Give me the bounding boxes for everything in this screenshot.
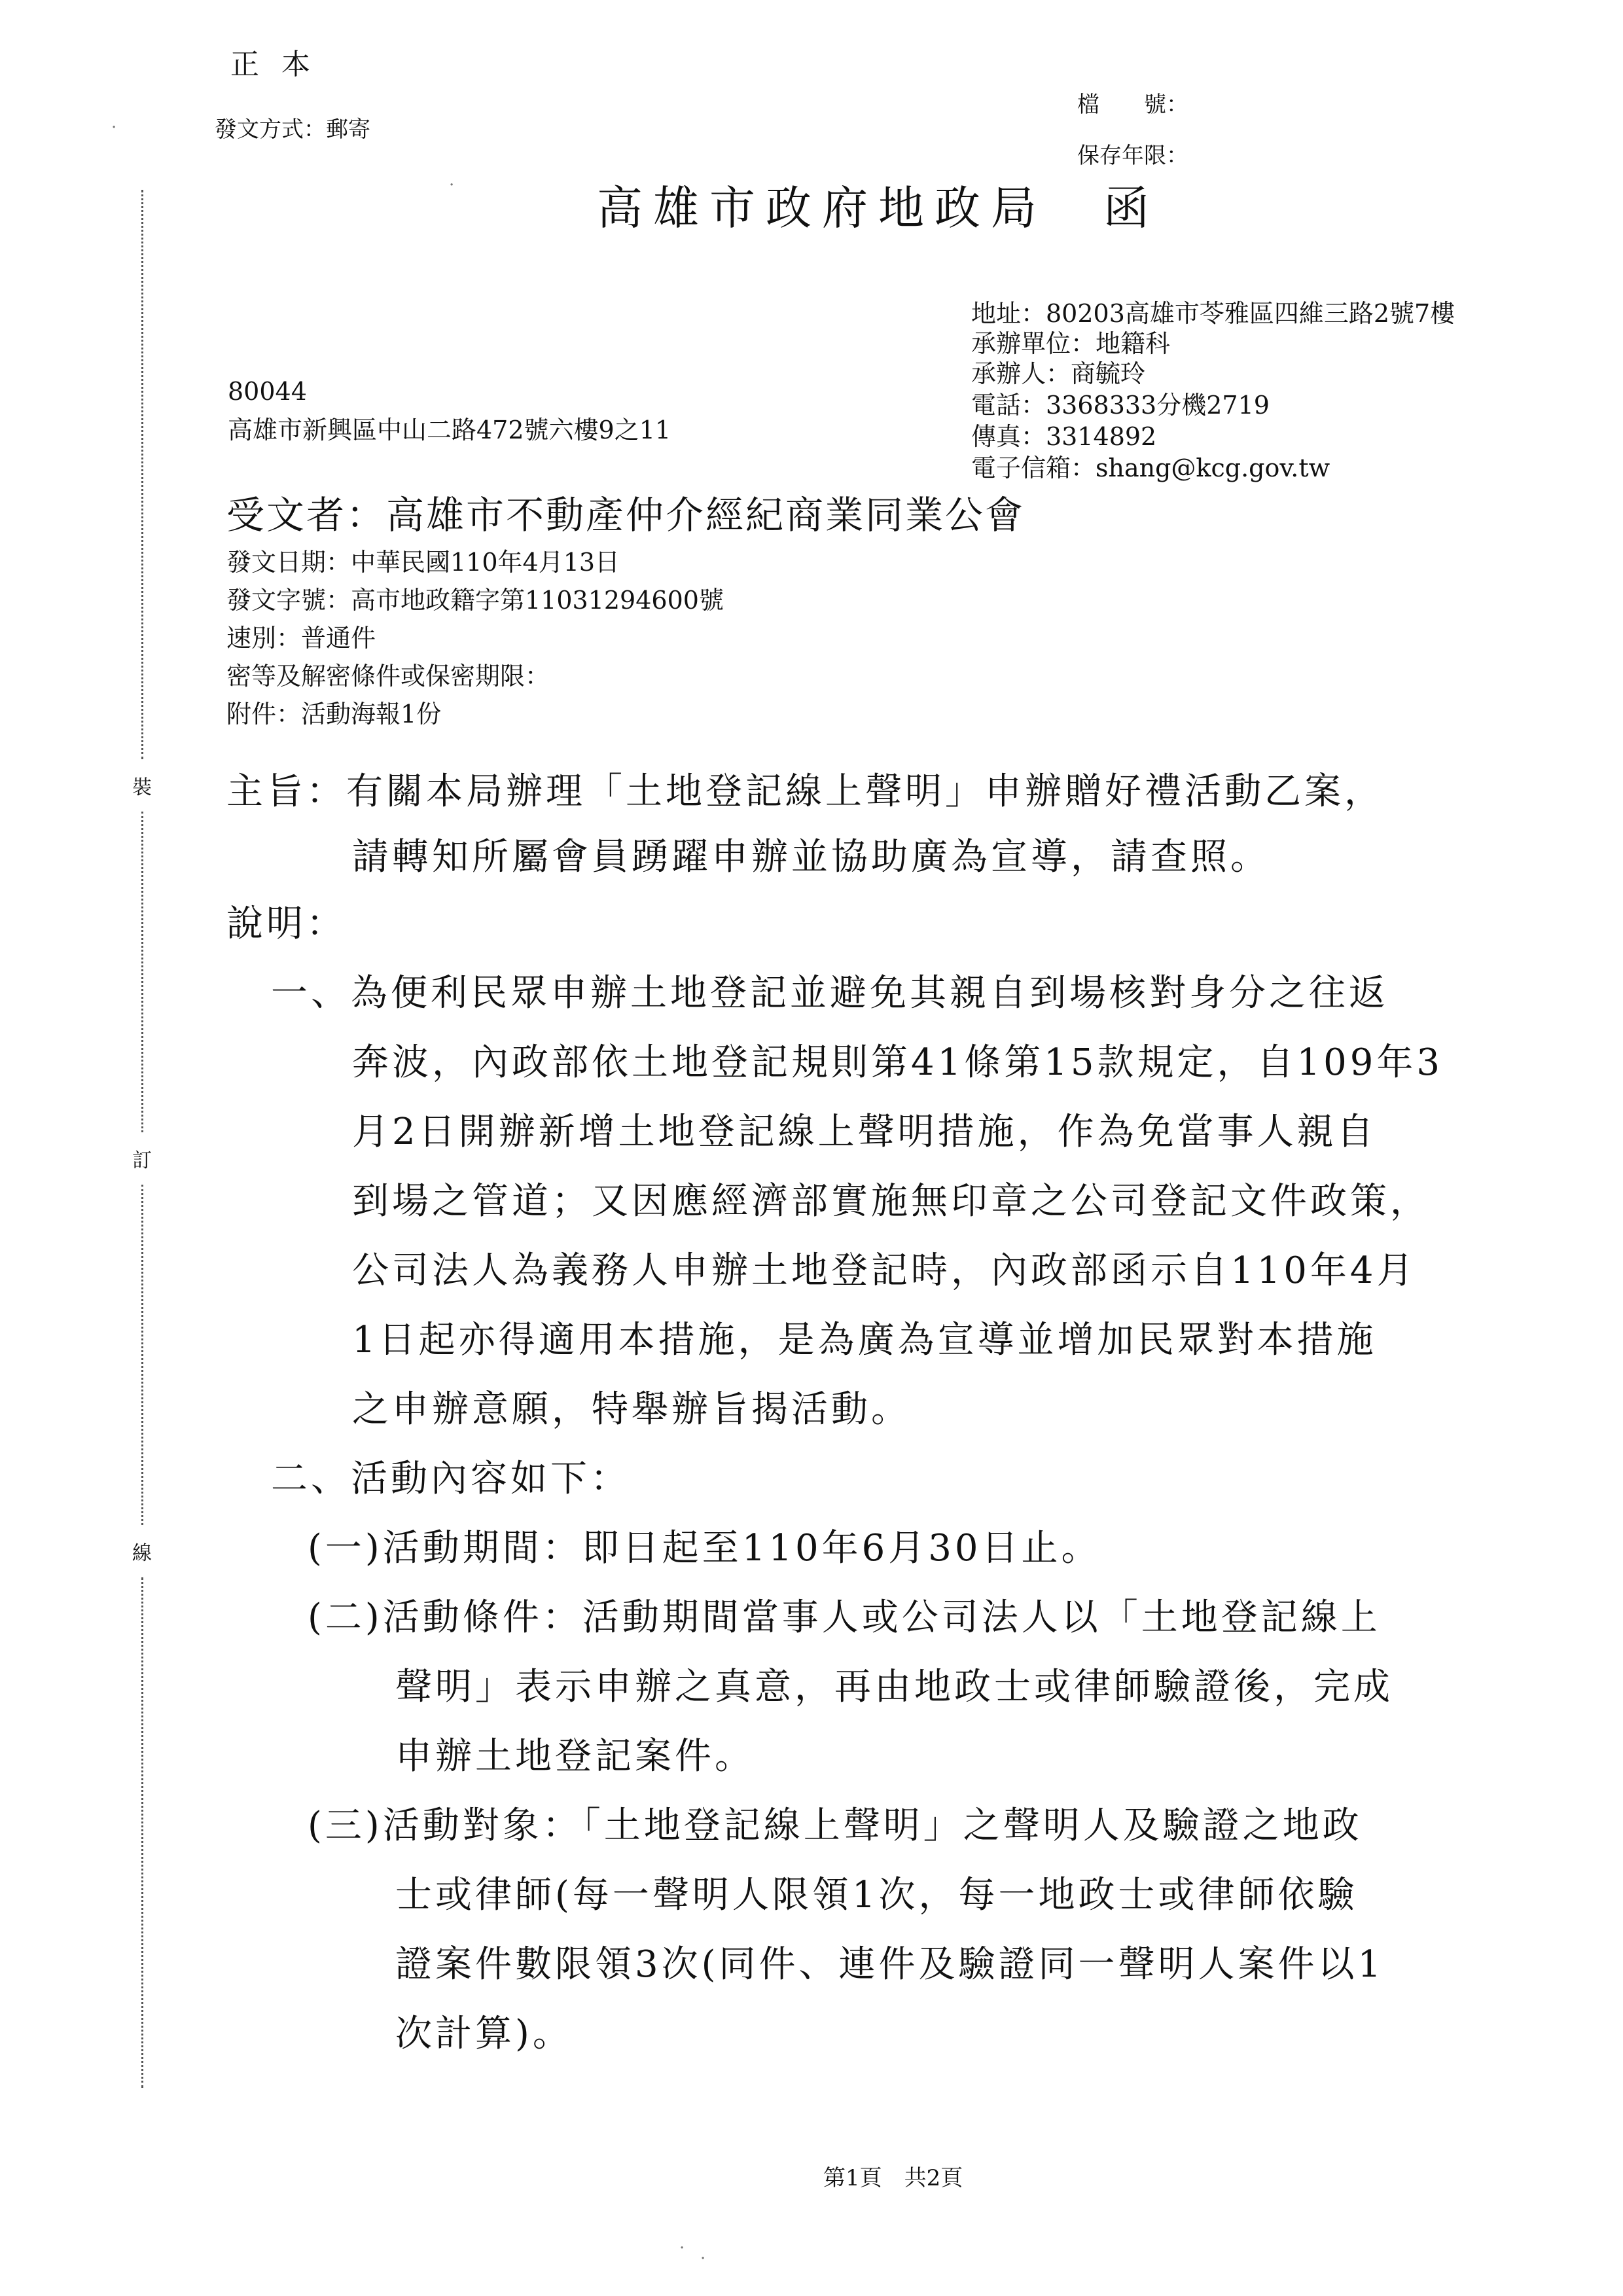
- retention-period-label: 保存年限：: [1077, 143, 1188, 169]
- paragraph-line: 士或律師(每一聲明人限領1次，每一地政士或律師依驗: [395, 1874, 1358, 1916]
- document-number: 發文字號：高市地政籍字第11031294600號: [226, 586, 724, 615]
- paragraph-line: 奔波，內政部依土地登記規則第41條第15款規定，自109年3: [352, 1041, 1444, 1084]
- delivery-speed: 速別：普通件: [226, 624, 376, 653]
- binding-mark-ding: 訂: [132, 1149, 152, 1172]
- file-number-label: 檔 號：: [1077, 92, 1188, 118]
- scan-speck: ·: [700, 2249, 706, 2269]
- phone-number: 電話：3368333分機2719: [971, 391, 1270, 420]
- fax-number: 傳真：3314892: [971, 422, 1157, 451]
- dispatch-method: 發文方式：郵寄: [215, 117, 370, 143]
- explanation-item-2-heading: 二、活動內容如下：: [271, 1458, 630, 1500]
- secrecy-level: 密等及解密條件或保密期限：: [226, 662, 550, 691]
- email-address: 電子信箱：shang@kcg.gov.tw: [971, 454, 1330, 482]
- binding-mark-xian: 線: [132, 1542, 152, 1565]
- paragraph-line: 1日起亦得適用本措施，是為廣為宣導並增加民眾對本措施: [352, 1319, 1377, 1361]
- scan-speck: ·: [449, 175, 455, 195]
- paragraph-line: 月2日開辦新增土地登記線上聲明措施，作為免當事人親自: [352, 1111, 1377, 1153]
- binding-dotted-line: [141, 812, 143, 1132]
- attachment-line: 附件：活動海報1份: [226, 700, 442, 728]
- binding-dotted-line: [141, 1185, 143, 1525]
- scan-speck: ·: [679, 2238, 685, 2258]
- paragraph-line: (二)活動條件：活動期間當事人或公司法人以「土地登記線上: [308, 1596, 1381, 1639]
- paragraph-line: 次計算)。: [395, 2013, 573, 2055]
- document-title: 高雄市政府地政局 函: [597, 181, 1160, 235]
- recipient-line: 受文者：高雄市不動產仲介經紀商業同業公會: [226, 493, 1026, 537]
- postal-code: 80044: [228, 377, 307, 406]
- recipient-mailing-address: 高雄市新興區中山二路472號六樓9之11: [228, 416, 671, 444]
- paragraph-line: 到場之管道；又因應經濟部實施無印章之公司登記文件政策，: [352, 1180, 1430, 1223]
- paragraph-line: 聲明」表示申辦之真意，再由地政士或律師驗證後，完成: [395, 1666, 1393, 1708]
- paragraph-line: 公司法人為義務人申辦土地登記時，內政部函示自110年4月: [352, 1249, 1417, 1292]
- binding-dotted-line: [141, 1577, 143, 2088]
- subject-line: 主旨：有關本局辦理「土地登記線上聲明」申辦贈好禮活動乙案，: [226, 770, 1384, 813]
- explanation-heading: 說明：: [226, 903, 346, 945]
- scan-speck: ·: [111, 118, 117, 137]
- handling-unit: 承辦單位：地籍科: [971, 329, 1171, 358]
- handler-name: 承辦人：商毓玲: [971, 359, 1146, 388]
- paragraph-line: 證案件數限領3次(同件、連件及驗證同一聲明人案件以1: [395, 1943, 1385, 1986]
- paragraph-line: 申辦土地登記案件。: [395, 1735, 755, 1778]
- paragraph-line: (三)活動對象：「土地登記線上聲明」之聲明人及驗證之地政: [308, 1804, 1363, 1847]
- paragraph-line: 一、為便利民眾申辦土地登記並避免其親自到場核對身分之往返: [271, 972, 1389, 1014]
- paragraph-line: 之申辦意願，特舉辦旨揭活動。: [352, 1388, 911, 1431]
- page-number: 第1頁 共2頁: [823, 2165, 963, 2191]
- sender-address: 地址：80203高雄市苓雅區四維三路2號7樓: [971, 299, 1455, 328]
- issue-date: 發文日期：中華民國110年4月13日: [226, 548, 620, 577]
- binding-dotted-line: [141, 190, 143, 759]
- sub-item-period: (一)活動期間：即日起至110年6月30日止。: [308, 1527, 1101, 1570]
- subject-line: 請轉知所屬會員踴躍申辦並協助廣為宣導，請查照。: [352, 836, 1270, 878]
- copy-type-label: 正 本: [230, 48, 317, 81]
- binding-mark-zhuang: 裝: [132, 776, 152, 799]
